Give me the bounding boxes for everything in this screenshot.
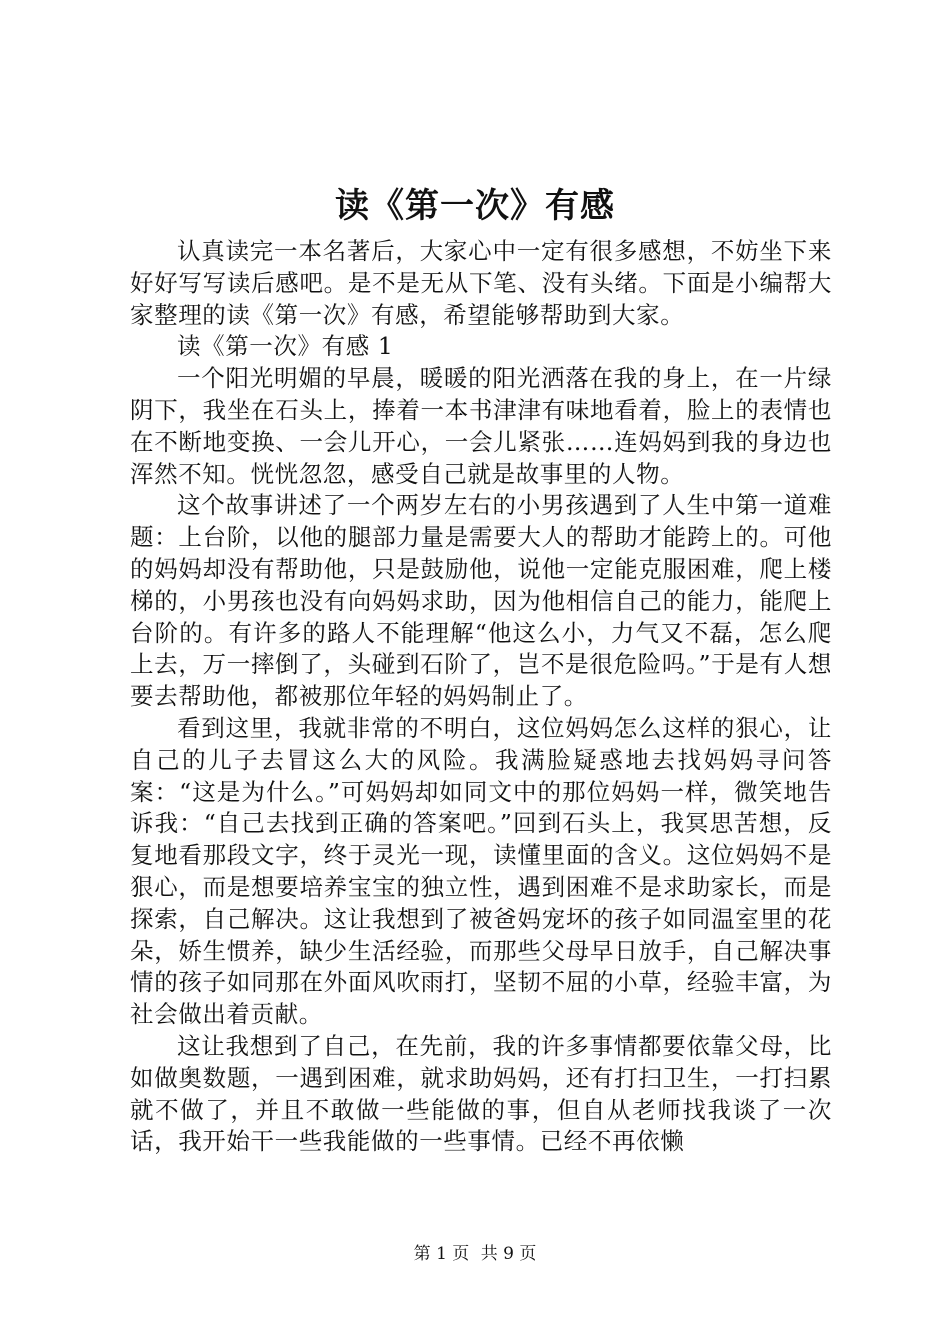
document-body	[130, 236, 832, 1158]
page-footer	[0, 1242, 950, 1266]
document-title: 读《第一次》有感	[335, 186, 615, 226]
body-paragraph: 这个故事讲述了一个两岁左右的小男孩遇到了人生中第一道难题：上台阶，以他的腿部力量是需要大人的帮助才能跨上的。可他的妈妈却没有帮助他，只是鼓励他，说他一定能克服困难，爬上楼梯的，小男孩也没有向妈妈求助，因为他相信自己的能力，能爬上台阶的。有许多的路人不能理解“他这么小，力气又不磊，怎么爬上去，万一摔倒了，头碰到石阶了，岂不是很危险吗。”于是有人想要去帮助他，都被那位年轻的妈妈制止了。	[130, 491, 832, 711]
section-heading: 读《第一次》有感 1	[177, 332, 394, 361]
intro-paragraph: 认真读完一本名著后，大家心中一定有很多感想，不妨坐下来好好写写读后感吧。是不是无从下笔、没有头绪。下面是小编帮大家整理的读《第一次》有感，希望能够帮助到大家。	[130, 237, 832, 329]
page-total: 共 9 页	[480, 1244, 537, 1264]
body-paragraph: 看到这里，我就非常的不明白，这位妈妈怎么这样的狠心，让自己的儿子去冒这么大的风险。我满脸疑惑地去找妈妈寻问答案：“这是为什么。”可妈妈却如同文中的那位妈妈一样，微笑地告诉我：“自己去找到正确的答案吧。”回到石头上，我冥思苦想，反复地看那段文字，终于灵光一现，读懂里面的含义。这位妈妈不是狠心，而是想要培养宝宝的独立性，遇到困难不是求助家长，而是探索，自己解决。这让我想到了被爸妈宠坏的孩子如同温室里的花朵，娇生惯养，缺少生活经验，而那些父母早日放手，自己解决事情的孩子如同那在外面风吹雨打，坚韧不屈的小草，经验丰富，为社会做出着贡献。	[130, 713, 832, 1029]
page-number: 第 1 页	[413, 1244, 470, 1264]
body-paragraph: 这让我想到了自己，在先前，我的许多事情都要依靠父母，比如做奥数题，一遇到困难，就求助妈妈，还有打扫卫生，一打扫累就不做了，并且不敢做一些能做的事，但自从老师找我谈了一次话，我开始干一些我能做的一些事情。已经不再依懒	[130, 1031, 832, 1156]
body-paragraph: 一个阳光明媚的早晨，暖暖的阳光洒落在我的身上，在一片绿阴下，我坐在石头上，捧着一本书津津有味地看着，脸上的表情也在不断地变换、一会儿开心，一会儿紧张……连妈妈到我的身边也浑然不知。恍恍忽忽，感受自己就是故事里的人物。	[130, 364, 832, 488]
